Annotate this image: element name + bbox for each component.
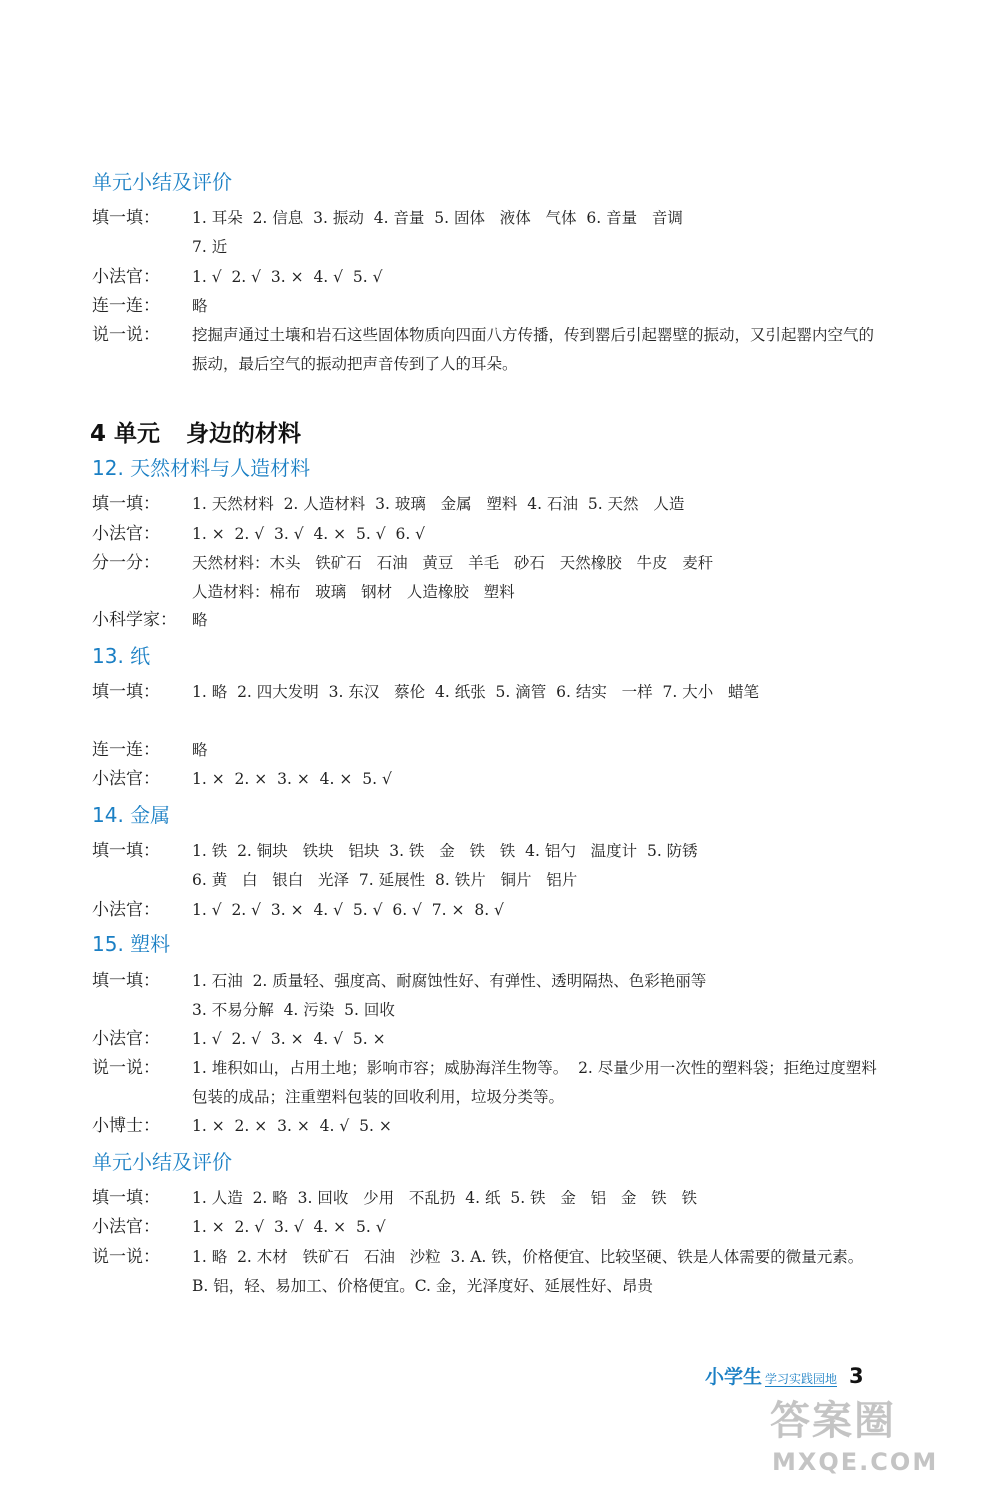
watermark-text-bottom: MXQE.COM <box>772 1448 939 1476</box>
answer-text: 1. 耳朵 2. 信息 3. 振动 4. 音量 5. 固体 液体 气体 6. 音量 音调 7. 近 <box>192 209 683 256</box>
answer-text: 1. × 2. √ 3. √ 4. × 5. √ <box>192 1218 386 1236</box>
answer-label: 小法官： <box>92 524 160 544</box>
answer-label: 说一说： <box>92 325 160 345</box>
answer-label: 连一连： <box>92 296 160 316</box>
brand-logo-text: 小学生 <box>705 1366 763 1388</box>
answer-label: 填一填： <box>92 682 160 702</box>
answer-text: 1. √ 2. √ 3. × 4. √ 5. × <box>192 1030 386 1048</box>
answer-text: 1. √ 2. √ 3. × 4. √ 5. √ <box>192 268 383 286</box>
answer-label: 填一填： <box>92 208 160 228</box>
section-title-unit-summary-2: 单元小结及评价 <box>92 1150 232 1174</box>
answer-text: 1. 天然材料 2. 人造材料 3. 玻璃 金属 塑料 4. 石油 5. 天然 人造 <box>192 495 685 513</box>
answer-label: 填一填： <box>92 841 160 861</box>
answer-label: 小法官： <box>92 769 160 789</box>
answer-label: 小法官： <box>92 1029 160 1049</box>
footer-brand <box>705 1362 864 1389</box>
section-title-lesson-15: 15. 塑料 <box>92 932 171 956</box>
page-number: 3 <box>849 1364 864 1388</box>
unit-title: 身边的材料 <box>186 421 302 447</box>
answer-text: 1. 铁 2. 铜块 铁块 铝块 3. 铁 金 铁 铁 4. 铝勺 温度计 5. 防锈 6. 黄 白 银白 光泽 7. 延展性 8. 铁片 铜片 铝片 <box>192 842 698 889</box>
answer-text: 1. √ 2. √ 3. × 4. √ 5. √ 6. √ 7. × 8. √ <box>192 901 504 919</box>
answer-text: 1. 人造 2. 略 3. 回收 少用 不乱扔 4. 纸 5. 铁 金 铝 金 铁 铁 <box>192 1189 697 1207</box>
watermark-text-top: 答案圈 <box>770 1398 896 1444</box>
answer-text: 挖掘声通过土壤和岩石这些固体物质向四面八方传播，传到罂后引起罂壁的振动，又引起罂内空气的振动，最后空气的振动把声音传到了人的耳朵。 <box>192 326 875 373</box>
answer-label: 连一连： <box>92 740 160 760</box>
answer-text: 1. 堆积如山，占用土地；影响市容；威胁海洋生物等。 2. 尽量少用一次性的塑料袋；拒绝过度塑料包装的成品；注重塑料包装的回收利用，垃圾分类等。 <box>192 1059 877 1106</box>
answer-text: 1. × 2. × 3. × 4. √ 5. × <box>192 1117 392 1135</box>
answer-text: 1. × 2. × 3. × 4. × 5. √ <box>192 770 392 788</box>
unit-heading <box>90 420 301 448</box>
answer-text: 略 <box>192 297 208 315</box>
answer-label: 说一说： <box>92 1247 160 1267</box>
answer-label: 小博士： <box>92 1116 160 1136</box>
answer-label: 填一填： <box>92 494 160 514</box>
section-title-lesson-13: 13. 纸 <box>92 644 151 668</box>
answer-label: 小法官： <box>92 900 160 920</box>
answer-label: 小法官： <box>92 1217 160 1237</box>
watermark-logo <box>760 1398 985 1480</box>
section-title-unit-summary-1: 单元小结及评价 <box>92 170 232 194</box>
answer-label: 小法官： <box>92 267 160 287</box>
answer-label: 填一填： <box>92 1188 160 1208</box>
answer-text: 1. 略 2. 四大发明 3. 东汉 蔡伦 4. 纸张 5. 滴管 6. 结实 一样 7. 大小 蜡笔 <box>192 683 759 701</box>
answer-label: 填一填： <box>92 971 160 991</box>
section-title-lesson-14: 14. 金属 <box>92 803 171 827</box>
answer-text: 略 <box>192 611 208 629</box>
answer-text: 1. 略 2. 木材 铁矿石 石油 沙粒 3. A. 铁，价格便宜、比较坚硬、铁是人体需要的微量元素。B. 铝，轻、易加工、价格便宜。C. 金，光泽度好、延展性好、昂贵 <box>192 1248 864 1295</box>
answer-text: 1. × 2. √ 3. √ 4. × 5. √ 6. √ <box>192 525 426 543</box>
answer-text: 天然材料：木头 铁矿石 石油 黄豆 羊毛 砂石 天然橡胶 牛皮 麦秆 人造材料：棉布 玻璃 钢材 人造橡胶 塑料 <box>192 554 714 601</box>
brand-subtitle: 学习实践园地 <box>765 1372 838 1386</box>
unit-number: 4 单元 <box>90 421 161 447</box>
answer-text: 1. 石油 2. 质量轻、强度高、耐腐蚀性好、有弹性、透明隔热、色彩艳丽等 3. 不易分解 4. 污染 5. 回收 <box>192 972 707 1019</box>
answer-label: 小科学家： <box>92 610 177 630</box>
section-title-lesson-12: 12. 天然材料与人造材料 <box>92 456 311 480</box>
answer-label: 分一分： <box>92 553 160 573</box>
answer-label: 说一说： <box>92 1058 160 1078</box>
answer-text: 略 <box>192 741 208 759</box>
